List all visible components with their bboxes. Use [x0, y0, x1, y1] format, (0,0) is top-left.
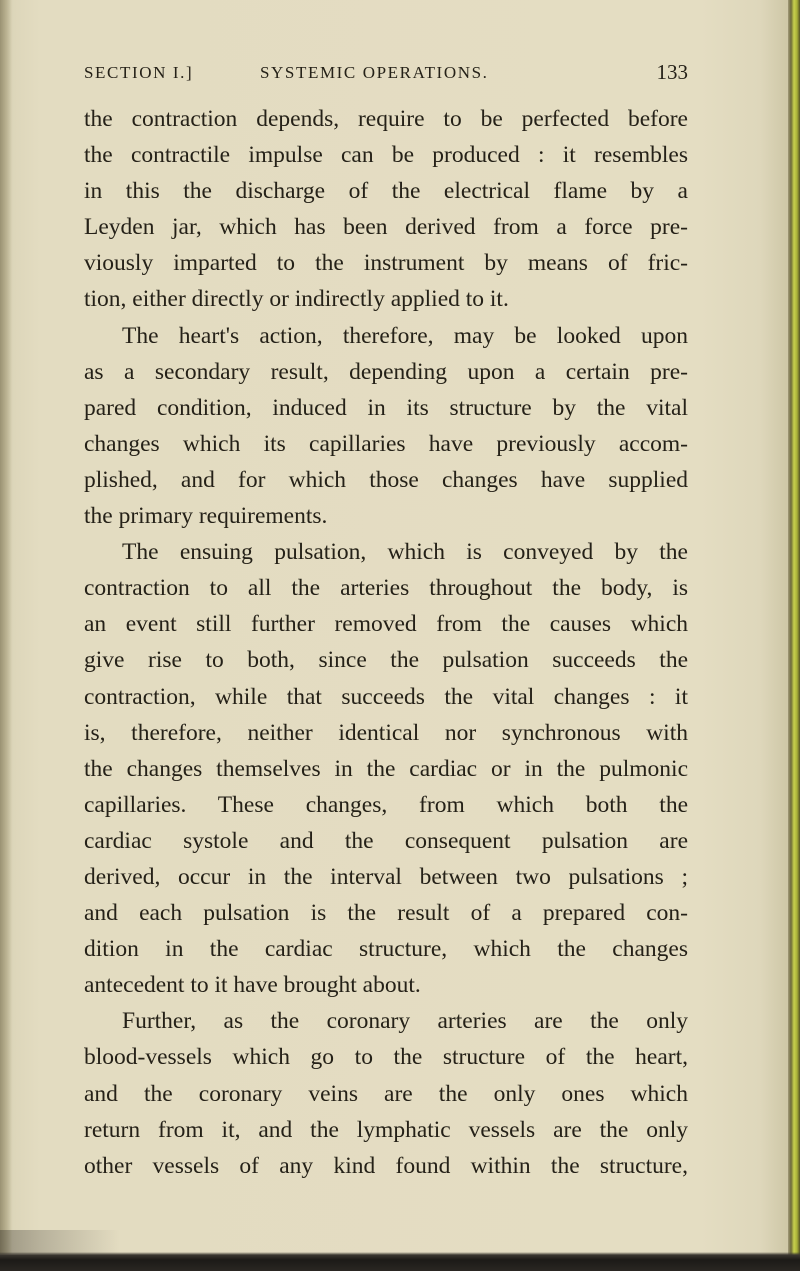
text-line: as a secondary result, depending upon a certain pre- — [84, 358, 688, 385]
text-line: contraction, while that succeeds the vital changes : it — [84, 683, 688, 710]
running-header — [84, 60, 688, 90]
text-line: cardiac systole and the consequent pulsation are — [84, 827, 688, 854]
text-line: capillaries. These changes, from which both the — [84, 791, 688, 818]
text-line: an event still further removed from the causes which — [84, 611, 688, 638]
page-number: 133 — [656, 60, 688, 84]
text-line: and each pulsation is the result of a prepared con- — [84, 900, 688, 927]
text-line: other vessels of any kind found within the structure, — [84, 1152, 688, 1179]
text-line: is, therefore, neither identical nor synchronous with — [84, 719, 688, 746]
section-label: SECTION I.] — [84, 63, 194, 82]
text-line: return from it, and the lymphatic vessels are the only — [84, 1116, 688, 1143]
text-line: Leyden jar, which has been derived from a force pre- — [84, 214, 688, 241]
text-line: dition in the cardiac structure, which the changes — [84, 936, 688, 963]
text-line: give rise to both, since the pulsation succeeds the — [84, 647, 688, 674]
text-line: tion, either directly or indirectly applied to it. — [84, 286, 509, 313]
text-line: the contractile impulse can be produced : it resembles — [84, 142, 688, 169]
text-line: in this the discharge of the electrical flame by a — [84, 178, 688, 205]
text-line: changes which its capillaries have previously accom- — [84, 430, 688, 457]
text-line: pared condition, induced in its structure by the vital — [84, 394, 688, 421]
text-line: viously imparted to the instrument by means of fric- — [84, 250, 688, 277]
book-binding-edge — [788, 0, 800, 1271]
text-line: contraction to all the arteries throughout the body, is — [84, 575, 688, 602]
text-line: derived, occur in the interval between two pulsations ; — [84, 863, 688, 890]
page-bottom-edge — [0, 1252, 800, 1271]
text-line: antecedent to it have brought about. — [84, 972, 421, 999]
text-line: blood-vessels which go to the structure of the heart, — [84, 1044, 688, 1071]
text-line: the primary requirements. — [84, 503, 328, 530]
page-left-edge-shadow — [0, 0, 12, 1271]
text-line: The ensuing pulsation, which is conveyed by the — [122, 539, 688, 566]
text-line: plished, and for which those changes have supplied — [84, 466, 688, 493]
page-corner-shadow — [0, 1230, 120, 1254]
text-line: and the coronary veins are the only ones which — [84, 1080, 688, 1107]
text-line: the contraction depends, require to be perfected before — [84, 106, 688, 132]
text-line: the changes themselves in the cardiac or in the pulmonic — [84, 755, 688, 782]
running-title: SYSTEMIC OPERATIONS. — [260, 63, 489, 82]
text-line: The heart's action, therefore, may be looked upon — [122, 322, 688, 349]
body-text — [84, 101, 688, 1184]
text-line: Further, as the coronary arteries are the only — [122, 1008, 688, 1035]
